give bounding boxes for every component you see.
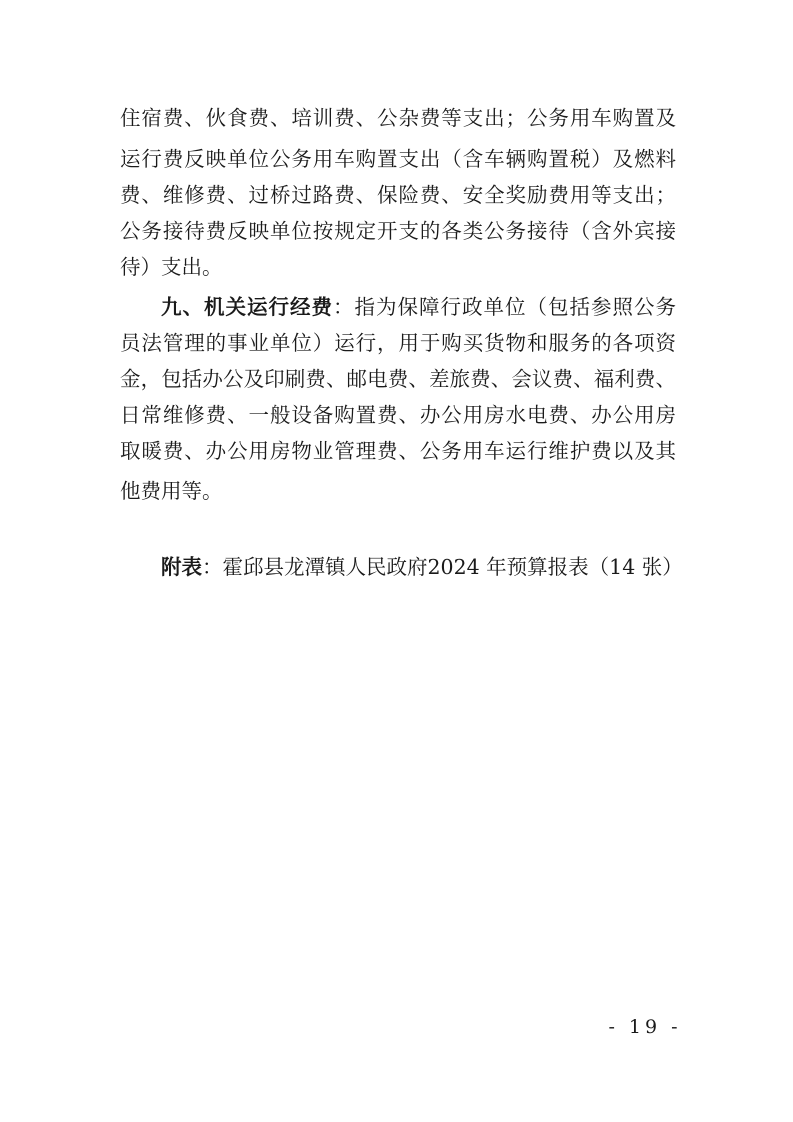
section-heading: 九、机关运行经费 bbox=[161, 295, 333, 319]
section-text: ：指为保障行政单位（包括参照公务 bbox=[333, 295, 676, 319]
paragraph-line: 公务接待费反映单位按规定开支的各类公务接待（含外宾接 bbox=[120, 219, 676, 243]
paragraph-line: 日常维修费、一般设备购置费、办公用房水电费、办公用房 bbox=[120, 403, 676, 427]
paragraph-line: 员法管理的事业单位）运行，用于购买货物和服务的各项资 bbox=[120, 331, 676, 355]
paragraph-line: 取暖费、办公用房物业管理费、公务用车运行维护费以及其 bbox=[120, 439, 676, 463]
paragraph-line: 运行费反映单位公务用车购置支出（含车辆购置税）及燃料 bbox=[120, 147, 676, 171]
appendix-text: ：霍邱县龙潭镇人民政府2024 年预算报表（14 张） bbox=[202, 555, 683, 579]
paragraph-line: 费、维修费、过桥过路费、保险费、安全奖励费用等支出； bbox=[120, 183, 676, 207]
page-number: - 19 - bbox=[608, 1016, 682, 1038]
paragraph-line: 待）支出。 bbox=[120, 255, 223, 279]
appendix-line bbox=[161, 553, 721, 581]
appendix-label: 附表 bbox=[161, 555, 202, 579]
paragraph-line: 金，包括办公及印刷费、邮电费、差旅费、会议费、福利费、 bbox=[120, 367, 676, 391]
paragraph-line: 住宿费、伙食费、培训费、公杂费等支出；公务用车购置及 bbox=[120, 106, 676, 130]
section-heading-line bbox=[161, 293, 676, 321]
paragraph-line: 他费用等。 bbox=[120, 479, 223, 503]
